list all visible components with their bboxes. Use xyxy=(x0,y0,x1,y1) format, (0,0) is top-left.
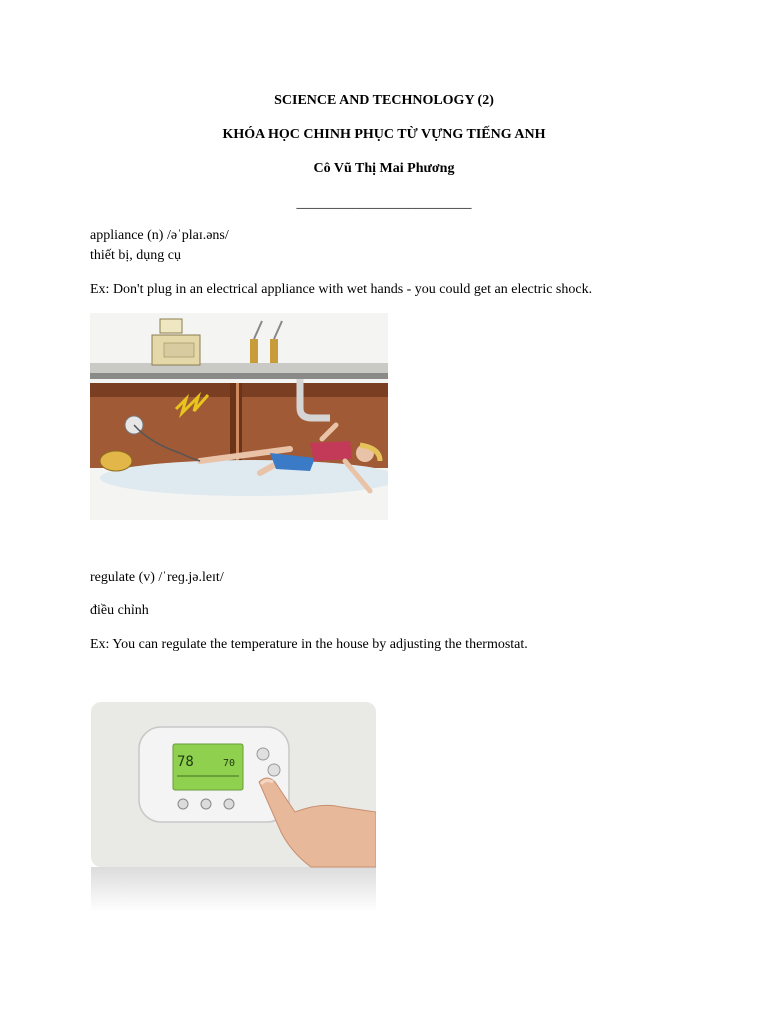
separator-line: _________________________ xyxy=(296,196,472,211)
electric-shock-illustration xyxy=(90,313,388,520)
entry-example-appliance: Ex: Don't plug in an electrical appliance with wet hands - you could get an electric shock. xyxy=(90,282,593,297)
entry-headword-regulate: regulate (v) /ˈreɡ.jə.leɪt/ xyxy=(90,570,224,585)
thermostat-photo xyxy=(91,702,376,912)
document-title: SCIENCE AND TECHNOLOGY (2) xyxy=(274,93,494,108)
thermostat-up-button[interactable] xyxy=(257,748,269,760)
lcd-temperature: 78 xyxy=(177,754,194,770)
entry-headword-appliance: appliance (n) /əˈplaɪ.əns/ xyxy=(90,228,229,243)
entry-example-regulate: Ex: You can regulate the temperature in the house by adjusting the thermostat. xyxy=(90,637,528,652)
entry-meaning-appliance: thiết bị, dụng cụ xyxy=(90,248,181,263)
teacher-name: Cô Vũ Thị Mai Phương xyxy=(313,161,455,176)
lcd-setpoint: 70 xyxy=(223,758,236,769)
thermostat-down-button[interactable] xyxy=(268,764,280,776)
course-title: KHÓA HỌC CHINH PHỤC TỪ VỰNG TIẾNG ANH xyxy=(222,127,546,142)
thermostat-program-button[interactable] xyxy=(224,799,234,809)
thermostat-mode-button[interactable] xyxy=(178,799,188,809)
entry-meaning-regulate: điều chỉnh xyxy=(90,603,149,618)
thermostat-fan-button[interactable] xyxy=(201,799,211,809)
